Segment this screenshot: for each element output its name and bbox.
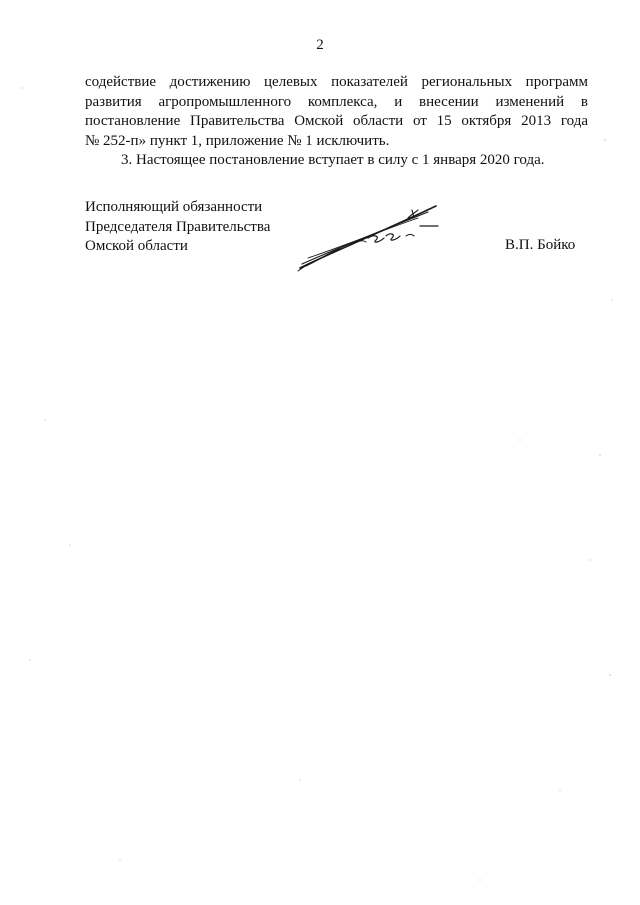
paragraph-line: развития агропромышленного комплекса, и внесении изменений в	[85, 93, 588, 110]
body-text	[85, 73, 588, 171]
signatory-title-line: Председателя Правительства	[85, 218, 271, 235]
signatory-title	[85, 198, 270, 257]
handwritten-signature	[288, 196, 448, 276]
page-number: 2	[316, 37, 324, 53]
signatory-title-line: Омской области	[85, 238, 188, 254]
paragraph-line: содействие достижению целевых показателей региональных программ	[85, 74, 588, 90]
clause-3: 3. Настоящее постановление вступает в силу с 1 января 2020 года.	[121, 152, 545, 168]
signatory-name: В.П. Бойко	[505, 237, 576, 253]
signatory-title-line: Исполняющий обязанности	[85, 199, 263, 215]
paragraph-line: постановление Правительства Омской области от 15 октября 2013 года	[85, 113, 588, 129]
paragraph-line: № 252-п» пункт 1, приложение № 1 исключить.	[85, 132, 390, 149]
